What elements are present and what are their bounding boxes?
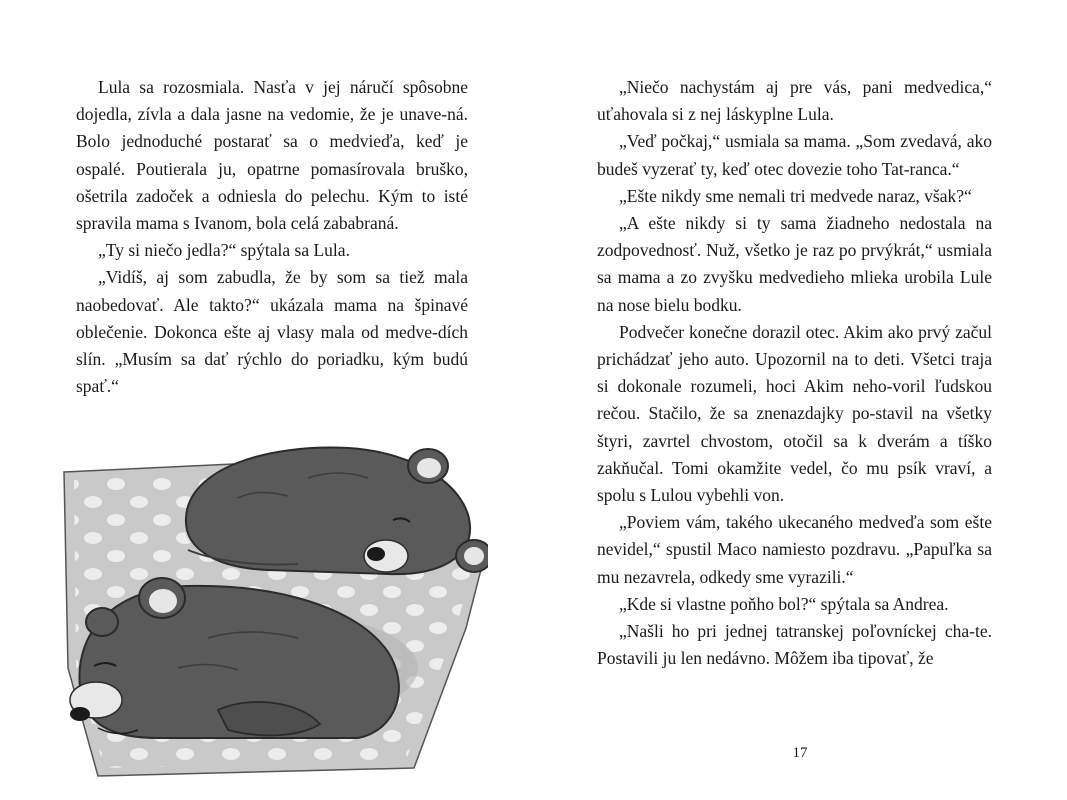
- paragraph: „Ty si niečo jedla?“ spýtala sa Lula.: [98, 240, 350, 261]
- paragraph: „Ešte nikdy sme nemali tri medvede naraz, však?“: [619, 185, 972, 206]
- paragraph: Lula sa rozosmiala. Nasťa v jej náručí spôsobne dojedla, zívla a dala jasne na vedomie, že je unave-ná. Bolo jednoduché postarať sa o medvieďa, keď je ospalé. Poutierala ju, opatrne pomasírovala bruško, ošetrila zadoček a odniesla do pelechu. Kým to isté spravila mama s Ivanom, bola celá zababraná.: [76, 77, 468, 234]
- top-bear-cub: [185, 448, 488, 575]
- paragraph: „Niečo nachystám aj pre vás, pani medvedica,“ uťahovala si z nej láskyplne Lula.: [597, 77, 992, 125]
- paragraph: Podvečer konečne dorazil otec. Akim ako prvý začul prichádzať jeho auto. Upozornil na to deti. Všetci traja si dokonale rozumeli, hoci Akim neho-voril ľudskou rečou. Stačilo, že sa znenazdajky po-stavil na všetky štyri, zavrtel chvostom, otočil sa k dverám a tíško zakňučal. Tomi okamžite vedel, čo mu psík vraví, a spolu s Lulou vybehli von.: [597, 321, 992, 506]
- left-page-text: [76, 74, 468, 400]
- paragraph: „Kde si vlastne poňho bol?“ spýtala sa Andrea.: [619, 593, 949, 614]
- paragraph: „Vidíš, aj som zabudla, že by som sa tiež mala naobedovať. Ale takto?“ ukázala mama na špinavé oblečenie. Dokonca ešte aj vlasy mala od medve-dích slín. „Musím sa dať rýchlo do poriadku, kým budú spať.“: [76, 267, 468, 397]
- page-number: 17: [792, 745, 808, 761]
- sleeping-bears-illustration: [58, 438, 488, 783]
- paragraph: „Veď počkaj,“ usmiala sa mama. „Som zvedavá, ako budeš vyzerať ty, keď otec dovezie toho Tat-ranca.“: [597, 131, 992, 179]
- right-page-text: [597, 74, 992, 672]
- paragraph: „A ešte nikdy si ty sama žiadneho nedostala na zodpovednosť. Nuž, všetko je raz po prvýkrát,“ usmiala sa mama a zo zvyšku medvedieho mlieka urobila Lule na nose bielu bodku.: [597, 213, 992, 315]
- paragraph: „Našli ho pri jednej tatranskej poľovníckej cha-te. Postavili ju len nedávno. Môžem iba tipovať, že: [597, 621, 992, 669]
- paragraph: „Poviem vám, takého ukecaného medveďa som ešte nevidel,“ spustil Maco namiesto pozdravu. „Papuľka sa mu nezavrela, odkedy sme vyrazili.“: [597, 512, 992, 587]
